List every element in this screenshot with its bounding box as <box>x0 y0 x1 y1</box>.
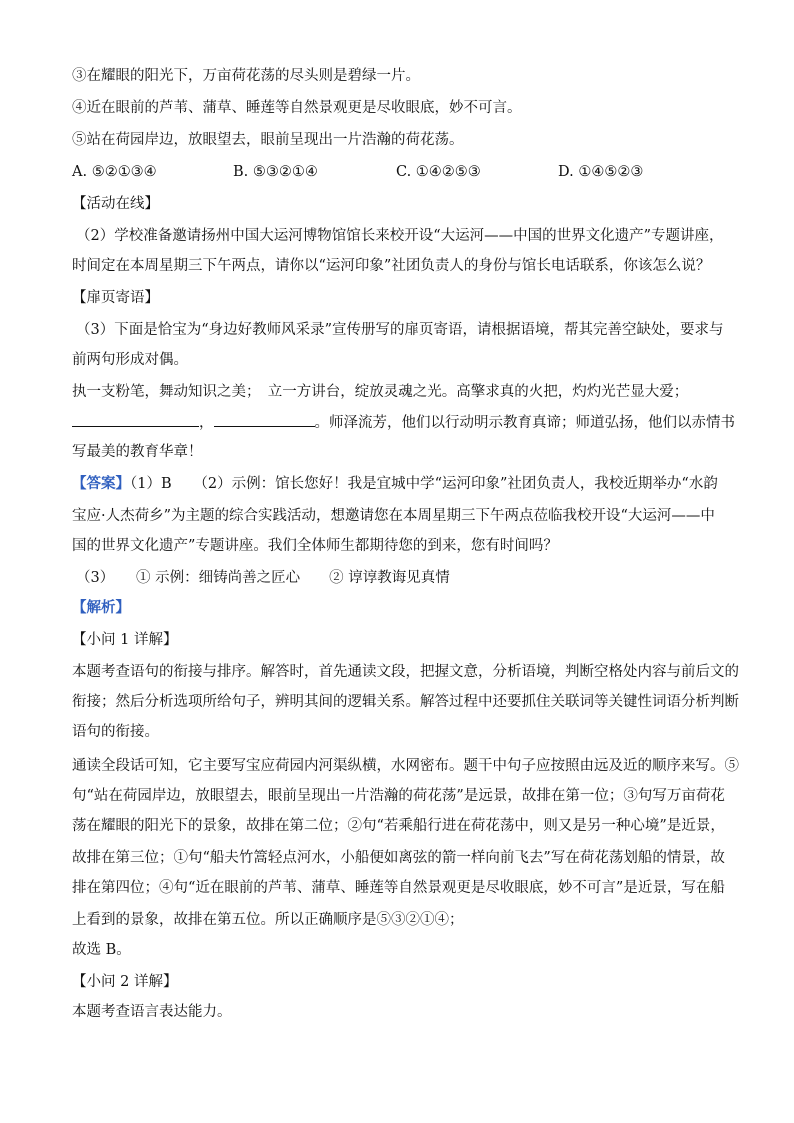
q2-line-1: （2）学校准备邀请扬州中国大运河博物馆馆长来校开设“大运河——中国的世界文化遗产”专题讲座， <box>76 228 724 244</box>
detail-1-p2-line-2: 句“站在荷园岸边，放眼望去，眼前呈现出一片浩瀚的荷花荡”是远景，故排在第一位；③句写万亩荷花 <box>72 788 725 804</box>
q3-line-5: 写最美的教育华章！ <box>72 444 203 460</box>
fill-blank-2[interactable] <box>214 412 315 427</box>
detail-1-conclusion: 故选 B。 <box>72 942 131 958</box>
detail-1-p1-line-1: 本题考查语句的衔接与排序。解答时，首先通读文段，把握文意，分析语境，判断空格处内容与前后文的 <box>72 664 739 680</box>
sentence-5: ⑤站在荷园岸边，放眼望去，眼前呈现出一片浩瀚的荷花荡。 <box>72 132 464 148</box>
q3-line-2: 前两句形成对偶。 <box>72 352 188 368</box>
section-flyleaf-heading: 【扉页寄语】 <box>72 290 159 306</box>
answer-line-1-text: （1）B （2）示例：馆长您好！我是宜城中学“运河印象”社团负责人，我校近期举办“水韵 <box>130 476 718 492</box>
option-a: A. ⑤②①③④ <box>72 164 157 180</box>
detail-2-title: 【小问 2 详解】 <box>72 974 178 990</box>
detail-1-p2-line-4: 故排在第三位；①句“船夫竹篙轻点河水，小船便如离弦的箭一样向前飞去”写在荷花荡划船的情景，故 <box>72 850 725 866</box>
sentence-3: ③在耀眼的阳光下，万亩荷花荡的尽头则是碧绿一片。 <box>72 68 420 84</box>
answer-line-2: 宝应·人杰荷乡”为主题的综合实践活动，想邀请您在本周星期三下午两点莅临我校开设“大运河——中 <box>72 508 715 524</box>
analysis-tag: 【解析】 <box>72 599 130 616</box>
q3-line-1: （3）下面是恰宝为“身边好教师风采录”宣传册写的扉页寄语，请根据语境，帮其完善空缺处，要求与 <box>76 322 724 338</box>
answer-tag: 【答案】 <box>72 475 130 492</box>
detail-1-p2-line-1: 通读全段话可知，它主要写宝应荷园内河渠纵横，水网密布。题干中句子应按照由远及近的顺序来写。⑤ <box>72 758 739 774</box>
detail-1-p2-line-6: 上看到的景象，故排在第五位。所以正确顺序是⑤③②①④； <box>72 912 464 928</box>
section-activity-heading: 【活动在线】 <box>72 196 159 212</box>
detail-2-p1: 本题考查语言表达能力。 <box>72 1004 232 1020</box>
option-c: C. ①④②⑤③ <box>396 164 481 180</box>
answer-line-1 <box>72 474 718 494</box>
detail-1-p1-line-2: 衔接；然后分析选项所给句子，辨明其间的逻辑关系。解答过程中还要抓住关联词等关键性词语分析判断 <box>72 694 739 710</box>
blank-separator: ， <box>199 415 214 431</box>
option-b: B. ⑤③②①④ <box>233 164 318 180</box>
q3-line-4 <box>72 412 735 433</box>
q2-line-2: 时间定在本周星期三下午两点，请你以“运河印象”社团负责人的身份与馆长电话联系，你该怎么说？ <box>72 258 711 274</box>
detail-1-p1-line-3: 语句的衔接。 <box>72 724 159 740</box>
detail-1-p2-line-3: 荡在耀眼的阳光下的景象，故排在第二位；②句“若乘船行进在荷花荡中，则又是另一种心境”是近景， <box>72 818 725 834</box>
sentence-4: ④近在眼前的芦苇、蒲草、睡莲等自然景观更是尽收眼底，妙不可言。 <box>72 100 522 116</box>
answer-line-3: 国的世界文化遗产”专题讲座。我们全体师生都期待您的到来，您有时间吗？ <box>72 538 558 554</box>
detail-1-title: 【小问 1 详解】 <box>72 632 178 648</box>
q3-line-4-text: 。师泽流芳，他们以行动明示教育真谛；师道弘扬，他们以赤情书 <box>314 415 735 431</box>
fill-blank-1[interactable] <box>72 412 199 427</box>
option-d: D. ①④⑤②③ <box>558 164 644 180</box>
detail-1-p2-line-5: 排在第四位；④句“近在眼前的芦苇、蒲草、睡莲等自然景观更是尽收眼底，妙不可言”是近景，写在船 <box>72 880 725 896</box>
answer-line-4: （3） ① 示例：细铸尚善之匠心 ② 谆谆教诲见真情 <box>76 570 450 586</box>
q3-line-3: 执一支粉笔，舞动知识之美； 立一方讲台，绽放灵魂之光。高擎求真的火把，灼灼光芒显大爱； <box>72 384 689 400</box>
